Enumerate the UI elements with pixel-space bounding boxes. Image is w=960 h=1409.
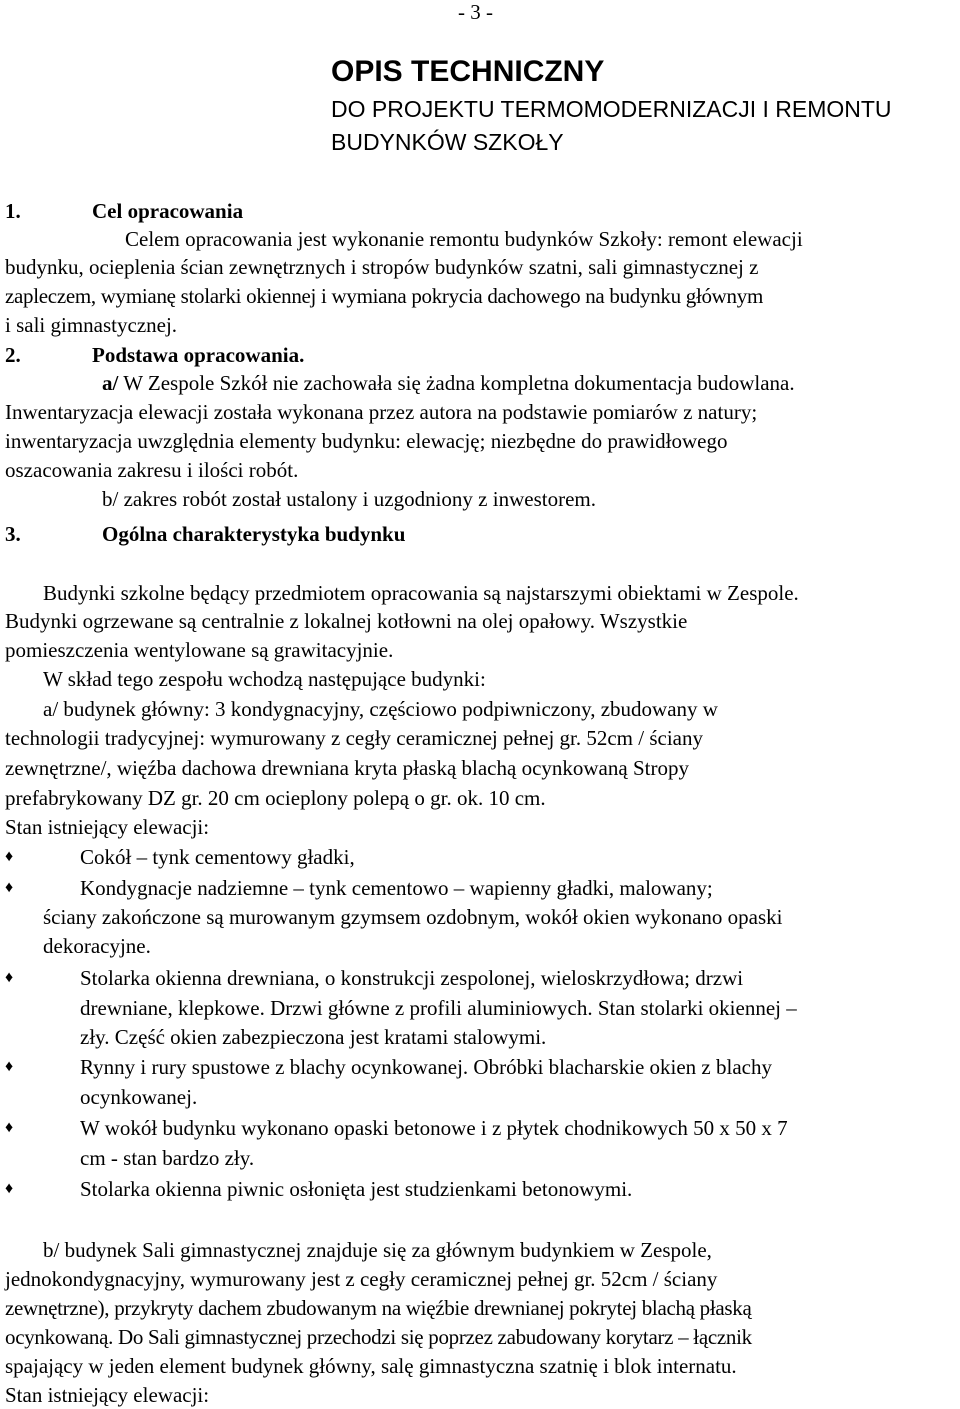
section3-number: 3. [5, 522, 21, 546]
diamond-bullet-icon: ♦ [5, 879, 14, 896]
section3-intro-line: technologii tradycyjnej: wymurowany z cegły ceramicznej pełnej gr. 52cm / ściany [5, 726, 704, 750]
section3-intro-line: a/ budynek główny: 3 kondygnacyjny, częściowo podpiwniczony, zbudowany w [43, 697, 718, 721]
section3-intro-line: Budynki szkolne będący przedmiotem opracowania są najstarszymi obiektami w Zespole. [43, 581, 799, 605]
section2-line: oszacowania zakresu i ilości robót. [5, 458, 299, 482]
section2-b: b/ zakres robót został ustalony i uzgodniony z inwestorem. [102, 487, 596, 511]
document-title: OPIS TECHNICZNY [331, 55, 605, 88]
section2-number: 2. [5, 343, 21, 367]
section3-b-line: Stan istniejący elewacji: [5, 1383, 210, 1407]
section3-b-line: ocynkowaną. Do Sali gimnastycznej przechodzi się poprzez zabudowany korytarz – łącznik [5, 1325, 752, 1349]
document-subtitle-line2: BUDYNKÓW SZKOŁY [331, 129, 564, 155]
section2-a [102, 369, 795, 397]
section1-heading: Cel opracowania [92, 199, 244, 223]
section1-line: budynku, ocieplenia ścian zewnętrznych i stropów budynków szatni, sali gimnastycznej z [5, 255, 759, 279]
bullet-item-line: W wokół budynku wykonano opaski betonowe i z płytek chodnikowych 50 x 50 x 7 [80, 1116, 788, 1140]
diamond-bullet-icon: ♦ [5, 848, 14, 865]
section1-line: i sali gimnastycznej. [5, 313, 178, 337]
bullet-item-line: drewniane, klepkowe. Drzwi główne z profili aluminiowych. Stan stolarki okiennej – [80, 996, 797, 1020]
page-number: - 3 - [458, 0, 493, 24]
section3-heading: Ogólna charakterystyka budynku [102, 522, 406, 546]
bullet-item-line: Rynny i rury spustowe z blachy ocynkowanej. Obróbki blacharskie okien z blachy [80, 1055, 772, 1079]
section3-intro-line: W skład tego zespołu wchodzą następujące budynki: [43, 667, 486, 691]
section2-heading: Podstawa opracowania. [92, 343, 305, 367]
diamond-bullet-icon: ♦ [5, 1058, 14, 1075]
section3-b-line: b/ budynek Sali gimnastycznej znajduje się za głównym budynkiem w Zespole, [43, 1238, 712, 1262]
section2-a-text: W Zespole Szkół nie zachowała się żadna kompletna dokumentacja budowlana. [118, 371, 795, 395]
bullet-item: Kondygnacje nadziemne – tynk cementowo – wapienny gładki, malowany; [80, 876, 713, 900]
section3-intro-line: pomieszczenia wentylowane są grawitacyjnie. [5, 638, 394, 662]
document-subtitle-line1: DO PROJEKTU TERMOMODERNIZACJI I REMONTU [331, 96, 892, 122]
section3-mid-line: ściany zakończone są murowanym gzymsem ozdobnym, wokół okien wykonano opaski [43, 905, 783, 929]
section1-line: zapleczem, wymianę stolarki okiennej i wymiana pokrycia dachowego na budynku głównym [5, 284, 763, 308]
diamond-bullet-icon: ♦ [5, 1180, 14, 1197]
section1-line: Celem opracowania jest wykonanie remontu budynków Szkoły: remont elewacji [125, 227, 803, 251]
section3-intro-line: prefabrykowany DZ gr. 20 cm ocieplony polepą o gr. ok. 10 cm. [5, 786, 546, 810]
section3-b-line: spajający w jeden element budynek główny, salę gimnastyczna szatnię i blok internatu. [5, 1354, 737, 1378]
section2-line: Inwentaryzacja elewacji została wykonana przez autora na podstawie pomiarów z natury; [5, 400, 758, 424]
section2-a-label: a/ [102, 371, 119, 395]
section3-mid-line: dekoracyjne. [43, 934, 151, 958]
bullet-item-line: Stolarka okienna piwnic osłonięta jest studzienkami betonowymi. [80, 1177, 633, 1201]
bullet-item-line: cm - stan bardzo zły. [80, 1146, 255, 1170]
section2-line: inwentaryzacja uwzględnia elementy budynku: elewację; niezbędne do prawidłowego [5, 429, 728, 453]
section1-number: 1. [5, 199, 21, 223]
diamond-bullet-icon: ♦ [5, 1119, 14, 1136]
section3-intro-line: Budynki ogrzewane są centralnie z lokalnej kotłowni na olej opałowy. Wszystkie [5, 609, 688, 633]
bullet-item-line: Stolarka okienna drewniana, o konstrukcji zespolonej, wieloskrzydłowa; drzwi [80, 966, 744, 990]
diamond-bullet-icon: ♦ [5, 969, 14, 986]
bullet-item-line: zły. Część okien zabezpieczona jest kratami stalowymi. [80, 1025, 547, 1049]
section3-intro-line: Stan istniejący elewacji: [5, 815, 210, 839]
bullet-item: Cokół – tynk cementowy gładki, [80, 845, 355, 869]
section3-b-line: jednokondygnacyjny, wymurowany jest z cegły ceramicznej pełnej gr. 52cm / ściany [5, 1267, 718, 1291]
section3-b-line: zewnętrzne), przykryty dachem zbudowanym na więźbie drewnianej pokrytej blachą płaską [5, 1296, 752, 1320]
bullet-item-line: ocynkowanej. [80, 1085, 198, 1109]
section3-intro-line: zewnętrzne/, więźba dachowa drewniana kryta płaską blachą ocynkowaną Stropy [5, 756, 689, 780]
